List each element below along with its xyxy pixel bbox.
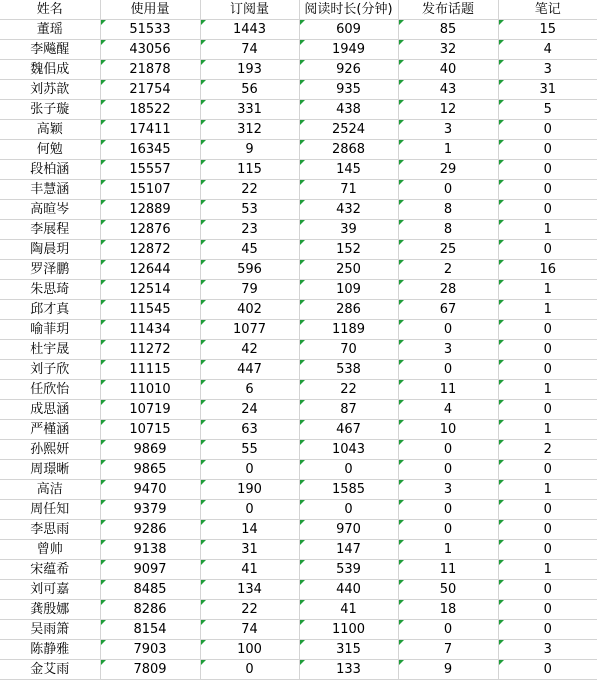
name-cell[interactable]: 吴雨箫 [0, 620, 100, 640]
usage-cell[interactable]: 12876 [100, 220, 200, 240]
header-topics[interactable]: 发布话题 [398, 0, 498, 20]
table-row [0, 300, 597, 320]
header-notes[interactable]: 笔记 [498, 0, 597, 20]
notes-cell[interactable]: 1 [498, 380, 597, 400]
topics-cell[interactable]: 40 [398, 60, 498, 80]
table-row [0, 40, 597, 60]
table-row [0, 460, 597, 480]
subscriptions-cell[interactable]: 1443 [200, 20, 299, 40]
topics-cell[interactable]: 3 [398, 120, 498, 140]
notes-cell[interactable]: 2 [498, 440, 597, 460]
topics-cell[interactable]: 1 [398, 540, 498, 560]
reading-time-cell[interactable]: 71 [299, 180, 398, 200]
usage-cell[interactable]: 9869 [100, 440, 200, 460]
usage-cell[interactable]: 11272 [100, 340, 200, 360]
subscriptions-cell[interactable]: 193 [200, 60, 299, 80]
subscriptions-cell[interactable]: 79 [200, 280, 299, 300]
subscriptions-cell[interactable]: 0 [200, 660, 299, 680]
subscriptions-cell[interactable]: 447 [200, 360, 299, 380]
table-row [0, 420, 597, 440]
table-row [0, 240, 597, 260]
reading-time-cell[interactable]: 152 [299, 240, 398, 260]
topics-cell[interactable]: 3 [398, 480, 498, 500]
table-row [0, 540, 597, 560]
header-row [0, 0, 597, 20]
name-cell[interactable]: 曾帅 [0, 540, 100, 560]
subscriptions-cell[interactable]: 115 [200, 160, 299, 180]
name-cell[interactable]: 任欣怡 [0, 380, 100, 400]
notes-cell[interactable]: 1 [498, 560, 597, 580]
table-row [0, 620, 597, 640]
reading-time-cell[interactable]: 926 [299, 60, 398, 80]
usage-cell[interactable]: 12644 [100, 260, 200, 280]
subscriptions-cell[interactable]: 74 [200, 40, 299, 60]
header-reading-time[interactable]: 阅读时长(分钟) [299, 0, 398, 20]
usage-cell[interactable]: 51533 [100, 20, 200, 40]
usage-cell[interactable]: 9470 [100, 480, 200, 500]
reading-time-cell[interactable]: 0 [299, 460, 398, 480]
usage-cell[interactable]: 9865 [100, 460, 200, 480]
notes-cell[interactable]: 1 [498, 280, 597, 300]
topics-cell[interactable]: 9 [398, 660, 498, 680]
reading-time-cell[interactable]: 609 [299, 20, 398, 40]
subscriptions-cell[interactable]: 402 [200, 300, 299, 320]
subscriptions-cell[interactable]: 22 [200, 180, 299, 200]
subscriptions-cell[interactable]: 312 [200, 120, 299, 140]
topics-cell[interactable]: 0 [398, 360, 498, 380]
notes-cell[interactable]: 0 [498, 580, 597, 600]
reading-time-cell[interactable]: 39 [299, 220, 398, 240]
subscriptions-cell[interactable]: 45 [200, 240, 299, 260]
table-row [0, 120, 597, 140]
topics-cell[interactable]: 28 [398, 280, 498, 300]
usage-cell[interactable]: 11010 [100, 380, 200, 400]
name-cell[interactable]: 高颖 [0, 120, 100, 140]
topics-cell[interactable]: 25 [398, 240, 498, 260]
reading-time-cell[interactable]: 1043 [299, 440, 398, 460]
table-row [0, 260, 597, 280]
usage-cell[interactable]: 16345 [100, 140, 200, 160]
usage-cell[interactable]: 9286 [100, 520, 200, 540]
usage-cell[interactable]: 10719 [100, 400, 200, 420]
table-row [0, 160, 597, 180]
subscriptions-cell[interactable]: 31 [200, 540, 299, 560]
notes-cell[interactable]: 0 [498, 240, 597, 260]
table-row [0, 100, 597, 120]
usage-cell[interactable]: 9097 [100, 560, 200, 580]
usage-cell[interactable]: 15557 [100, 160, 200, 180]
usage-cell[interactable]: 11545 [100, 300, 200, 320]
notes-cell[interactable]: 1 [498, 220, 597, 240]
reading-time-cell[interactable]: 87 [299, 400, 398, 420]
topics-cell[interactable]: 2 [398, 260, 498, 280]
topics-cell[interactable]: 8 [398, 200, 498, 220]
name-cell[interactable]: 李思雨 [0, 520, 100, 540]
name-cell[interactable]: 龚殷娜 [0, 600, 100, 620]
table-row [0, 60, 597, 80]
table-row [0, 660, 597, 680]
reading-time-cell[interactable]: 440 [299, 580, 398, 600]
topics-cell[interactable]: 32 [398, 40, 498, 60]
notes-cell[interactable]: 0 [498, 500, 597, 520]
name-cell[interactable]: 段柏涵 [0, 160, 100, 180]
notes-cell[interactable]: 0 [498, 460, 597, 480]
subscriptions-cell[interactable]: 42 [200, 340, 299, 360]
reading-time-cell[interactable]: 1100 [299, 620, 398, 640]
usage-cell[interactable]: 8154 [100, 620, 200, 640]
name-cell[interactable]: 喻菲玥 [0, 320, 100, 340]
reading-time-cell[interactable]: 22 [299, 380, 398, 400]
notes-cell[interactable]: 5 [498, 100, 597, 120]
topics-cell[interactable]: 18 [398, 600, 498, 620]
notes-cell[interactable]: 3 [498, 640, 597, 660]
table-row [0, 480, 597, 500]
topics-cell[interactable]: 7 [398, 640, 498, 660]
notes-cell[interactable]: 1 [498, 300, 597, 320]
subscriptions-cell[interactable]: 63 [200, 420, 299, 440]
usage-cell[interactable]: 12514 [100, 280, 200, 300]
reading-time-cell[interactable]: 41 [299, 600, 398, 620]
usage-cell[interactable]: 21754 [100, 80, 200, 100]
subscriptions-cell[interactable]: 331 [200, 100, 299, 120]
notes-cell[interactable]: 0 [498, 620, 597, 640]
table-row [0, 440, 597, 460]
table-row [0, 140, 597, 160]
name-cell[interactable]: 魏佀成 [0, 60, 100, 80]
name-cell[interactable]: 高暄岑 [0, 200, 100, 220]
topics-cell[interactable]: 0 [398, 180, 498, 200]
table-row [0, 20, 597, 40]
notes-cell[interactable]: 0 [498, 340, 597, 360]
notes-cell[interactable]: 0 [498, 400, 597, 420]
name-cell[interactable]: 周璟晰 [0, 460, 100, 480]
reading-time-cell[interactable]: 286 [299, 300, 398, 320]
name-cell[interactable]: 邱才真 [0, 300, 100, 320]
reading-time-cell[interactable]: 467 [299, 420, 398, 440]
subscriptions-cell[interactable]: 56 [200, 80, 299, 100]
table-row [0, 500, 597, 520]
usage-cell[interactable]: 7903 [100, 640, 200, 660]
subscriptions-cell[interactable]: 55 [200, 440, 299, 460]
topics-cell[interactable]: 10 [398, 420, 498, 440]
notes-cell[interactable]: 3 [498, 60, 597, 80]
table-row [0, 600, 597, 620]
reading-time-cell[interactable]: 1585 [299, 480, 398, 500]
usage-cell[interactable]: 18522 [100, 100, 200, 120]
table-row [0, 180, 597, 200]
header-usage[interactable]: 使用量 [100, 0, 200, 20]
table-row [0, 340, 597, 360]
name-cell[interactable]: 罗泽鹏 [0, 260, 100, 280]
reading-time-cell[interactable]: 70 [299, 340, 398, 360]
reading-time-cell[interactable]: 133 [299, 660, 398, 680]
name-cell[interactable]: 严槿涵 [0, 420, 100, 440]
notes-cell[interactable]: 4 [498, 40, 597, 60]
header-name[interactable]: 姓名 [0, 0, 100, 20]
name-cell[interactable]: 董瑶 [0, 20, 100, 40]
topics-cell[interactable]: 0 [398, 520, 498, 540]
usage-cell[interactable]: 10715 [100, 420, 200, 440]
table-row [0, 400, 597, 420]
notes-cell[interactable]: 31 [498, 80, 597, 100]
topics-cell[interactable]: 0 [398, 620, 498, 640]
name-cell[interactable]: 张子璇 [0, 100, 100, 120]
subscriptions-cell[interactable]: 190 [200, 480, 299, 500]
name-cell[interactable]: 陈静雅 [0, 640, 100, 660]
notes-cell[interactable]: 0 [498, 540, 597, 560]
topics-cell[interactable]: 4 [398, 400, 498, 420]
header-subscriptions[interactable]: 订阅量 [200, 0, 299, 20]
notes-cell[interactable]: 0 [498, 600, 597, 620]
notes-cell[interactable]: 0 [498, 320, 597, 340]
reading-time-cell[interactable]: 1189 [299, 320, 398, 340]
reading-time-cell[interactable]: 970 [299, 520, 398, 540]
table-row [0, 320, 597, 340]
reading-time-cell[interactable]: 250 [299, 260, 398, 280]
notes-cell[interactable]: 16 [498, 260, 597, 280]
table-row [0, 360, 597, 380]
topics-cell[interactable]: 0 [398, 440, 498, 460]
subscriptions-cell[interactable]: 0 [200, 460, 299, 480]
notes-cell[interactable]: 0 [498, 660, 597, 680]
usage-cell[interactable]: 12889 [100, 200, 200, 220]
name-cell[interactable]: 高洁 [0, 480, 100, 500]
name-cell[interactable]: 何勉 [0, 140, 100, 160]
subscriptions-cell[interactable]: 53 [200, 200, 299, 220]
name-cell[interactable]: 陶晨玥 [0, 240, 100, 260]
topics-cell[interactable]: 11 [398, 380, 498, 400]
reading-time-cell[interactable]: 432 [299, 200, 398, 220]
topics-cell[interactable]: 12 [398, 100, 498, 120]
usage-cell[interactable]: 15107 [100, 180, 200, 200]
notes-cell[interactable]: 15 [498, 20, 597, 40]
topics-cell[interactable]: 0 [398, 320, 498, 340]
usage-cell[interactable]: 43056 [100, 40, 200, 60]
name-cell[interactable]: 孙熙妍 [0, 440, 100, 460]
reading-time-cell[interactable]: 935 [299, 80, 398, 100]
subscriptions-cell[interactable]: 1077 [200, 320, 299, 340]
subscriptions-cell[interactable]: 9 [200, 140, 299, 160]
reading-time-cell[interactable]: 147 [299, 540, 398, 560]
topics-cell[interactable]: 67 [398, 300, 498, 320]
name-cell[interactable]: 宋蕴希 [0, 560, 100, 580]
reading-time-cell[interactable]: 2868 [299, 140, 398, 160]
topics-cell[interactable]: 43 [398, 80, 498, 100]
usage-cell[interactable]: 8485 [100, 580, 200, 600]
subscriptions-cell[interactable]: 24 [200, 400, 299, 420]
notes-cell[interactable]: 1 [498, 480, 597, 500]
name-cell[interactable]: 金艾雨 [0, 660, 100, 680]
topics-cell[interactable]: 29 [398, 160, 498, 180]
name-cell[interactable]: 成思涵 [0, 400, 100, 420]
notes-cell[interactable]: 1 [498, 420, 597, 440]
usage-cell[interactable]: 21878 [100, 60, 200, 80]
usage-cell[interactable]: 17411 [100, 120, 200, 140]
usage-cell[interactable]: 12872 [100, 240, 200, 260]
reading-time-cell[interactable]: 0 [299, 500, 398, 520]
table-row [0, 520, 597, 540]
topics-cell[interactable]: 1 [398, 140, 498, 160]
table-row [0, 580, 597, 600]
name-cell[interactable]: 杜宇晟 [0, 340, 100, 360]
name-cell[interactable]: 李展程 [0, 220, 100, 240]
table-row [0, 560, 597, 580]
notes-cell[interactable]: 0 [498, 360, 597, 380]
notes-cell[interactable]: 0 [498, 160, 597, 180]
table-row [0, 280, 597, 300]
subscriptions-cell[interactable]: 134 [200, 580, 299, 600]
name-cell[interactable]: 刘子欣 [0, 360, 100, 380]
subscriptions-cell[interactable]: 41 [200, 560, 299, 580]
topics-cell[interactable]: 11 [398, 560, 498, 580]
subscriptions-cell[interactable]: 22 [200, 600, 299, 620]
usage-cell[interactable]: 11434 [100, 320, 200, 340]
table-row [0, 220, 597, 240]
topics-cell[interactable]: 0 [398, 460, 498, 480]
subscriptions-cell[interactable]: 0 [200, 500, 299, 520]
reading-time-cell[interactable]: 315 [299, 640, 398, 660]
usage-cell[interactable]: 9138 [100, 540, 200, 560]
reading-time-cell[interactable]: 539 [299, 560, 398, 580]
subscriptions-cell[interactable]: 14 [200, 520, 299, 540]
topics-cell[interactable]: 3 [398, 340, 498, 360]
notes-cell[interactable]: 0 [498, 200, 597, 220]
name-cell[interactable]: 周任知 [0, 500, 100, 520]
table-row [0, 200, 597, 220]
name-cell[interactable]: 刘可嘉 [0, 580, 100, 600]
notes-cell[interactable]: 0 [498, 120, 597, 140]
notes-cell[interactable]: 0 [498, 520, 597, 540]
name-cell[interactable]: 丰慧涵 [0, 180, 100, 200]
topics-cell[interactable]: 85 [398, 20, 498, 40]
subscriptions-cell[interactable]: 6 [200, 380, 299, 400]
usage-cell[interactable]: 11115 [100, 360, 200, 380]
name-cell[interactable]: 刘苏歆 [0, 80, 100, 100]
table-row [0, 380, 597, 400]
subscriptions-cell[interactable]: 100 [200, 640, 299, 660]
reading-time-cell[interactable]: 538 [299, 360, 398, 380]
topics-cell[interactable]: 8 [398, 220, 498, 240]
reading-time-cell[interactable]: 2524 [299, 120, 398, 140]
reading-time-cell[interactable]: 109 [299, 280, 398, 300]
name-cell[interactable]: 李飚醒 [0, 40, 100, 60]
topics-cell[interactable]: 50 [398, 580, 498, 600]
topics-cell[interactable]: 0 [398, 500, 498, 520]
reading-time-cell[interactable]: 1949 [299, 40, 398, 60]
notes-cell[interactable]: 0 [498, 140, 597, 160]
subscriptions-cell[interactable]: 23 [200, 220, 299, 240]
usage-cell[interactable]: 9379 [100, 500, 200, 520]
reading-time-cell[interactable]: 438 [299, 100, 398, 120]
reading-time-cell[interactable]: 145 [299, 160, 398, 180]
usage-cell[interactable]: 7809 [100, 660, 200, 680]
name-cell[interactable]: 朱思琦 [0, 280, 100, 300]
subscriptions-cell[interactable]: 596 [200, 260, 299, 280]
usage-cell[interactable]: 8286 [100, 600, 200, 620]
notes-cell[interactable]: 0 [498, 180, 597, 200]
table-body [0, 20, 597, 680]
subscriptions-cell[interactable]: 74 [200, 620, 299, 640]
table-row [0, 80, 597, 100]
